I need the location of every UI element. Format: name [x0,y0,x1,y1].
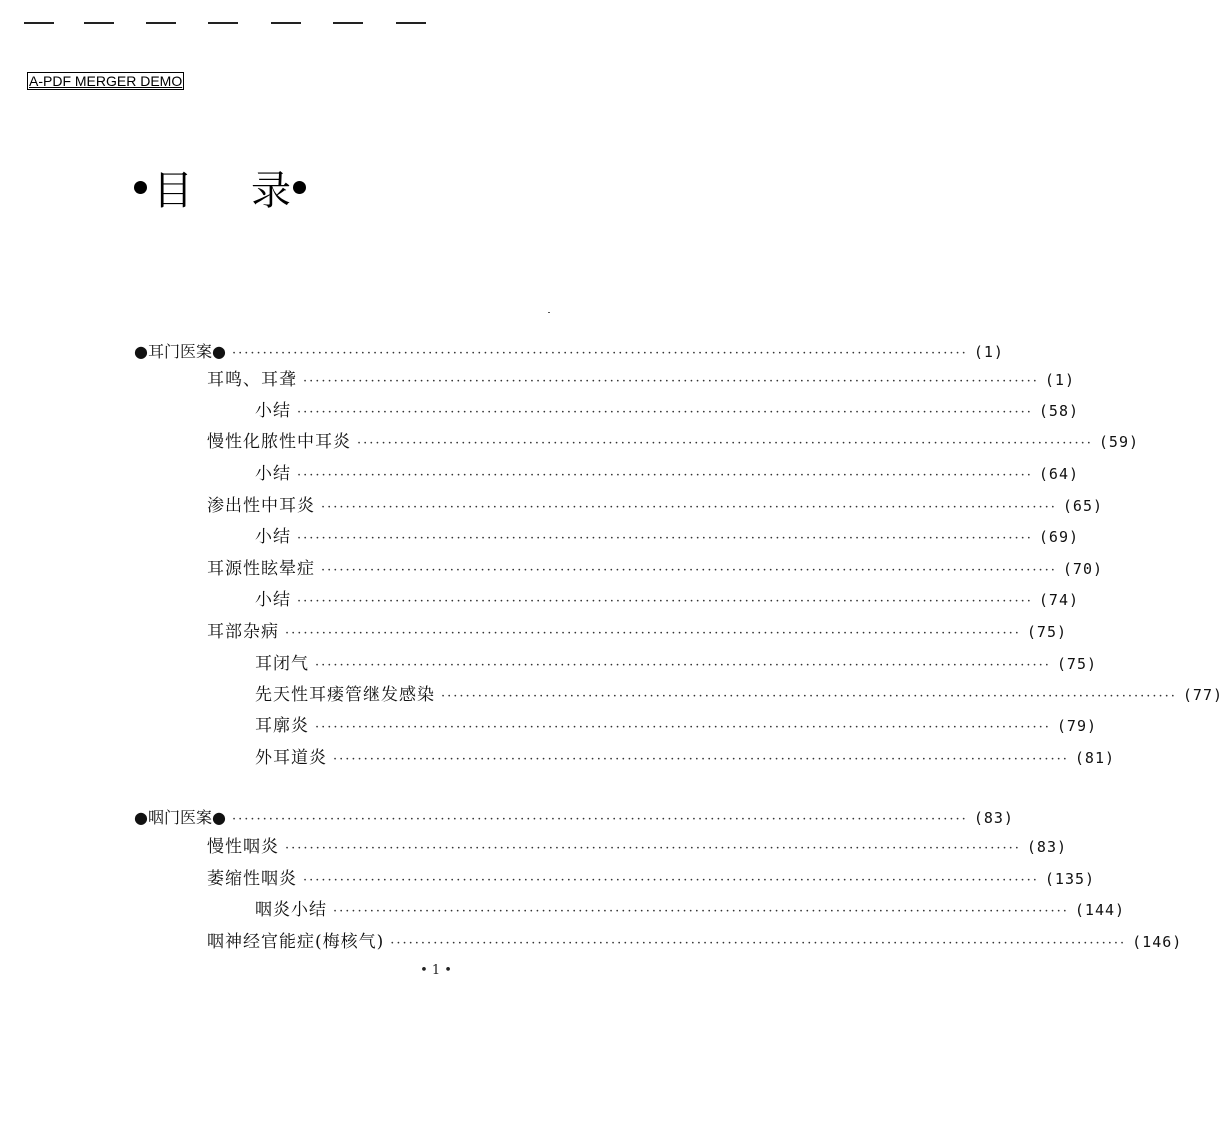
toc-dot-leader: ························································································································ [441,689,1177,704]
toc-entry [207,368,1075,392]
toc-entry-label: 耳廓炎 [255,716,309,736]
bullet-dot-icon [134,181,147,194]
toc-entry-label: 耳鸣、耳聋 [207,370,297,390]
toc-dot-leader: ························································································································ [285,841,1021,856]
header-dash [271,22,301,24]
toc-dot-leader: ························································································································ [333,752,1069,767]
toc-entry-label: 小结 [255,590,291,610]
toc-entry-label: 渗出性中耳炎 [207,496,315,516]
toc-entry-label: 耳源性眩晕症 [207,559,315,579]
toc-dot-leader: ························································································································ [297,405,1033,420]
header-dash [24,22,54,24]
header-dash [208,22,238,24]
toc-entry-page: (146) [1132,933,1183,951]
toc-dot-leader: ························································································································ [297,468,1033,483]
toc-dot-leader: ························································································································ [315,658,1051,673]
toc-entry-page: (1) [1044,371,1075,389]
page-title [134,162,306,212]
toc-entry-page: (69) [1038,528,1080,546]
title-char-1: 目 [153,167,193,214]
toc-entry-label: 咽炎小结 [255,900,327,920]
toc-section-entry [134,806,1014,830]
toc-entry [207,835,1068,859]
toc-entry [255,462,1080,486]
toc-entry [255,683,1223,707]
toc-entry [255,746,1116,770]
toc-dot-leader: ························································································································ [297,594,1033,609]
toc-dot-leader: ························································································································ [333,904,1069,919]
toc-dot-leader: ························································································································ [231,346,968,361]
toc-entry-label: 耳部杂病 [207,622,279,642]
toc-entry-page: (79) [1056,717,1098,735]
toc-entry-page: (83) [1026,838,1068,856]
toc-dot-leader: ························································································································ [321,563,1057,578]
toc-dot-leader: ························································································································ [321,500,1057,515]
toc-entry-label: 萎缩性咽炎 [207,869,297,889]
toc-entry-label: 先天性耳瘘管继发感染 [255,685,435,705]
toc-entry-label: 小结 [255,527,291,547]
toc-dot-leader: ························································································································ [231,812,968,827]
toc-entry-label: 慢性化脓性中耳炎 [207,432,351,452]
toc-dot-leader: ························································································································ [303,873,1039,888]
toc-entry-label: ●咽门医案● [134,808,226,827]
toc-entry-label: ●耳门医案● [134,342,226,361]
toc-section-entry [134,340,1004,364]
header-dash [146,22,176,24]
toc-entry-label: 慢性咽炎 [207,837,279,857]
toc-entry [255,652,1098,676]
toc-entry [207,867,1096,891]
toc-entry [207,430,1140,454]
scan-speck [548,312,550,313]
toc-entry-page: (1) [973,343,1004,361]
toc-entry-page: (58) [1038,402,1080,420]
toc-entry-page: (64) [1038,465,1080,483]
toc-entry-page: (75) [1026,623,1068,641]
toc-dot-leader: ························································································································ [357,436,1093,451]
toc-entry-page: (75) [1056,655,1098,673]
toc-entry [207,620,1068,644]
toc-entry-page: (74) [1038,591,1080,609]
toc-entry-page: (83) [973,809,1014,827]
header-dash [396,22,426,24]
toc-entry-label: 小结 [255,464,291,484]
page-number: • 1 • [420,963,452,978]
toc-entry [255,588,1080,612]
toc-entry-label: 耳闭气 [255,654,309,674]
toc-entry [207,494,1104,518]
toc-entry-page: (135) [1044,870,1096,888]
watermark-label: A-PDF MERGER DEMO [29,73,183,89]
toc-dot-leader: ························································································································ [390,936,1127,951]
header-dash [84,22,114,24]
toc-entry-page: (144) [1074,901,1126,919]
toc-entry [207,930,1183,954]
toc-entry-page: (70) [1062,560,1104,578]
toc-entry [207,557,1104,581]
toc-entry [255,525,1080,549]
toc-entry-label: 小结 [255,401,291,421]
toc-entry-page: (65) [1062,497,1104,515]
toc-dot-leader: ························································································································ [315,720,1051,735]
title-char-2: 录 [251,167,291,214]
toc-entry-page: (59) [1098,433,1140,451]
header-dash [333,22,363,24]
toc-dot-leader: ························································································································ [297,531,1033,546]
toc-entry [255,714,1098,738]
toc-entry [255,898,1126,922]
toc-dot-leader: ························································································································ [285,626,1021,641]
toc-entry-label: 外耳道炎 [255,748,327,768]
toc-entry-page: (77) [1182,686,1223,704]
toc-entry-label: 咽神经官能症(梅核气) [207,932,385,952]
toc-entry-page: (81) [1074,749,1116,767]
bullet-dot-icon [293,181,306,194]
toc-entry [255,399,1080,423]
toc-dot-leader: ························································································································ [303,374,1039,389]
